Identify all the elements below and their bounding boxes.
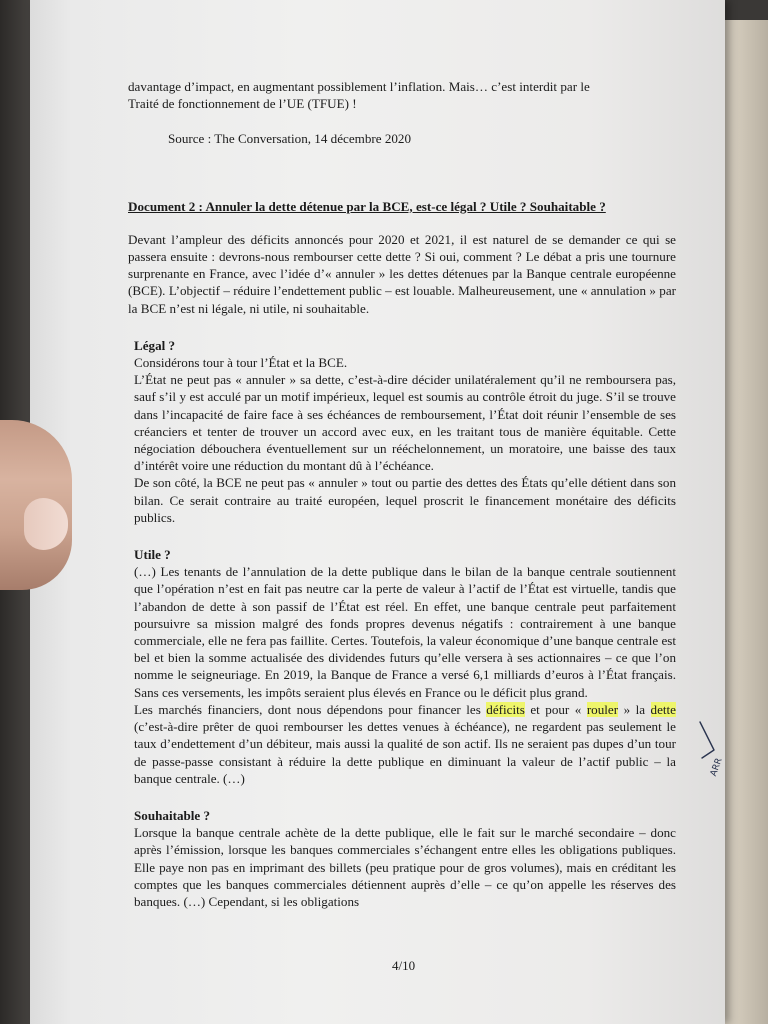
margin-note-text: ARR: [708, 756, 725, 778]
margin-annotation: [694, 718, 734, 788]
section-legal: [128, 337, 676, 526]
section-utile: [128, 546, 676, 787]
pen-arrow-icon: [700, 722, 714, 758]
section-heading-utile: Utile ?: [134, 547, 171, 563]
intro-line-1: davantage d’impact, en augmentant possiblement l’inflation. Mais… c’est interdit par le: [128, 79, 590, 94]
utile-paragraph-1: (…) Les tenants de l’annulation de la dette publique dans le bilan de la banque centrale soutiennent que l’opération n’est en fait pas neutre car la perte de valeur à l’actif de l’État est virtuelle, tandis que l’abandon de dette à son passif de l’État est réel. En effet, une banque centrale peut parfaitement poursuivre sa mission malgré des fonds propres devenus négatifs : contrairement à une banque commerciale, elle ne fera pas faillite. Certes. Toutefois, la valeur économique d’une banque centrale est bel et bien la somme actualisée des dividendes futurs qu’elle versera à ses actionnaires – ce que l’on nomme le seigneuriage. En 2019, la Banque de France a versé 6,1 milliards d’euros à l’État français. Sans ces versements, les impôts seraient plus élevés en France ou le déficit plus grand.: [134, 564, 676, 700]
legal-paragraph-2: L’État ne peut pas « annuler » sa dette, c’est-à-dire décider unilatéralement qu’il ne remboursera pas, sauf s’il y est acculé par un motif impérieux, lequel est soumis au contrôle étroit du juge. S’il se trouve dans l’incapacité de faire face à ses échéances de remboursement, l’État doit réunir l’ensemble de ses créanciers et tenter de trouver un accord avec eux, en les traitant tous de manière équitable. Cette négociation débouchera éventuellement sur un rééchelonnement, un moratoire, une baisse des taux d’intérêt voire une réduction du montant dû à l’échéance.: [134, 372, 676, 474]
intro-block: [128, 78, 676, 112]
utile-text-b: et pour «: [524, 701, 587, 717]
section-heading-legal: Légal ?: [134, 337, 176, 353]
page-content: [128, 78, 676, 930]
opening-paragraph: Devant l’ampleur des déficits annoncés pour 2020 et 2021, il est naturel de se demander ce qui se passera ensuite : devrons-nous rembourser cette dette ? Si oui, comment ? Le débat a pris une tournure surprenante en France, avec l’idée d’« annuler » les dettes détenues par la Banque centrale européenne (BCE). L’objectif – réduire l’endettement public – est louable. Malheureusement, une « annulation » par la BCE n’est ni légale, ni utile, ni souhaitable.: [128, 231, 676, 316]
legal-paragraph-1: Considérons tour à tour l’État et la BCE.: [134, 355, 348, 371]
highlight-rouler: rouler: [586, 701, 619, 717]
utile-text-d: (c’est-à-dire prêter de quoi rembourser les dettes venues à échéance), ne regardent pas seulement le taux d’endettement d’un débiteur, mais aussi la qualité de son actif. Ils ne seraient pas dupes d’un tour de passe-passe consistant à réduire la dette publique en diminuant la valeur de l’actif public – la banque centrale. (…): [134, 719, 676, 786]
source-citation: Source : The Conversation, 14 décembre 2020: [168, 131, 412, 147]
legal-paragraph-3: De son côté, la BCE ne peut pas « annuler » tout ou partie des dettes des États qu’elle détient dans son bilan. Ce serait contraire au traité européen, lequel proscrit le financement monétaire des déficits publics.: [134, 475, 676, 525]
page-number: 4/10: [392, 958, 416, 973]
document-title: Document 2 : Annuler la dette détenue par la BCE, est-ce légal ? Utile ? Souhaitable ?: [128, 198, 606, 214]
utile-text-a: Les marchés financiers, dont nous dépendons pour financer les: [134, 701, 487, 717]
highlight-deficits: déficits: [486, 701, 525, 717]
section-heading-souhaitable: Souhaitable ?: [134, 807, 211, 823]
highlight-dette: dette: [650, 701, 676, 717]
utile-paragraph-2: [134, 701, 676, 787]
section-souhaitable: [128, 807, 676, 910]
souhaitable-paragraph-1: Lorsque la banque centrale achète de la dette publique, elle le fait sur le marché secondaire – donc après l’émission, lorsque les banques commerciales s’échangent entre elles les obligations publiques. Elle paye non pas en imprimant des billets (peu pratique pour de gros volumes), mais en créditant les comptes que les banques commerciales détiennent auprès d’elle – ce qu’on appelle les réserves des banques. (…) Cependant, si les obligations: [134, 825, 676, 909]
utile-text-c: » la: [618, 701, 651, 717]
intro-line-2: Traité de fonctionnement de l’UE (TFUE) !: [128, 96, 357, 112]
